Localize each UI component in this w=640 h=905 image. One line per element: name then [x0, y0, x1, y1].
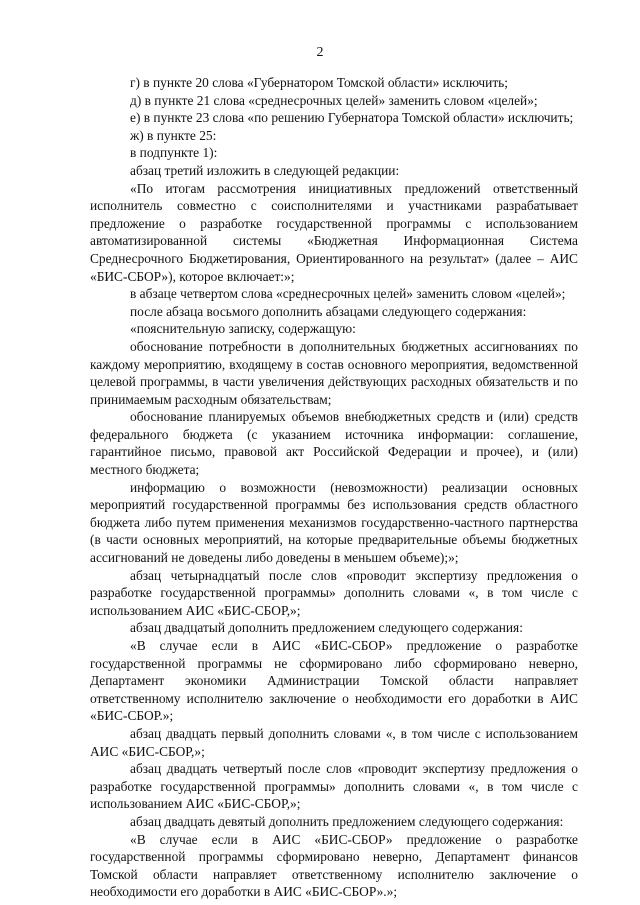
paragraph-d-item-21: д) в пункте 21 слова «среднесрочных целей» заменить словом «целей»;: [130, 92, 538, 108]
document-body: [90, 74, 578, 901]
paragraph-e-item-23: е) в пункте 23 слова «по решению Губернатора Томской области» исключить;: [130, 110, 574, 126]
paragraph-abzac-20: абзац двадцатый дополнить предложением следующего содержания:: [130, 620, 523, 636]
paragraph-extrabudgetary-justification: обоснование планируемых объемов внебюджетных средств и (или) средств федерального бюджета (с указанием источника информации: соглашение, гарантийное письмо, правовой акт Российской Федерации и прочее), и (или) местного бюджета;: [90, 409, 578, 478]
paragraph-abzac-20-text: «В случае если в АИС «БИС-СБОР» предложение о разработке государственной программы не сформировано либо сформировано неверно, Департамент экономики Администрации Томской области направляет ответственному исполнителю заключение о необходимости его доработки в АИС «БИС-СБОР.»;: [90, 638, 578, 724]
paragraph-abzac-29-text: «В случае если в АИС «БИС-СБОР» предложение о разработке государственной программы сформировано неверно, Департамент финансов Томской области направляет ответственному исполнителю заключение о необходимости его доработки в АИС «БИС-СБОР».»;: [90, 831, 578, 900]
paragraph-need-justification: обоснование потребности в дополнительных бюджетных ассигнованиях по каждому мероприятию, входящему в состав основного мероприятия, ведомственной целевой программы, в части увеличения действующих расходных обязательств и по принимаемым расходным обязательствам;: [90, 338, 578, 407]
paragraph-zh-item-25: ж) в пункте 25:: [130, 127, 217, 143]
paragraph-abzac-3-intro: абзац третий изложить в следующей редакции:: [130, 162, 400, 178]
page-number: 2: [316, 45, 324, 60]
paragraph-abzac-24: абзац двадцать четвертый после слов «проводит экспертизу предложения о разработке государственной программы» дополнить словами «, в том числе с использованием АИС «БИС-СБОР,»;: [90, 761, 578, 812]
paragraph-abzac-21: абзац двадцать первый дополнить словами «, в том числе с использованием АИС «БИС-СБОР,»;: [90, 725, 578, 759]
paragraph-implementation-info: информацию о возможности (невозможности) реализации основных мероприятий государственной программы без использования средств областного бюджета либо путем применения механизмов государственно-частного партнерства (в части основных мероприятий, на которые предварительные объемы бюджетных ассигнований не доведены либо доведены в меньшем объеме);»;: [90, 479, 578, 566]
paragraph-abzac-29: абзац двадцать девятый дополнить предложением следующего содержания:: [130, 813, 564, 829]
paragraph-g-item-20: г) в пункте 20 слова «Губернатором Томской области» исключить;: [130, 75, 509, 90]
paragraph-abzac-14: абзац четырнадцатый после слов «проводит экспертизу предложения о разработке государственной программы» дополнить словами «, в том числе с использованием АИС «БИС-СБОР,»;: [90, 567, 578, 618]
paragraph-after-abzac-8: после абзаца восьмого дополнить абзацами следующего содержания:: [130, 303, 527, 319]
paragraph-explanatory-note: «пояснительную записку, содержащую:: [130, 321, 356, 337]
paragraph-subitem-1: в подпункте 1):: [130, 145, 218, 161]
paragraph-abzac-3-text: «По итогам рассмотрения инициативных предложений ответственный исполнитель совместно с соисполнителями и участниками разрабатывает предложение о разработке государственной программы с использованием автоматизированной системы «Бюджетная Информационная Система Среднесрочного Бюджетирования, Ориентированного на результат» (далее – АИС «БИС-СБОР»), которое включает:»;: [90, 180, 578, 284]
paragraph-abzac-4: в абзаце четвертом слова «среднесрочных целей» заменить словом «целей»;: [130, 286, 566, 302]
